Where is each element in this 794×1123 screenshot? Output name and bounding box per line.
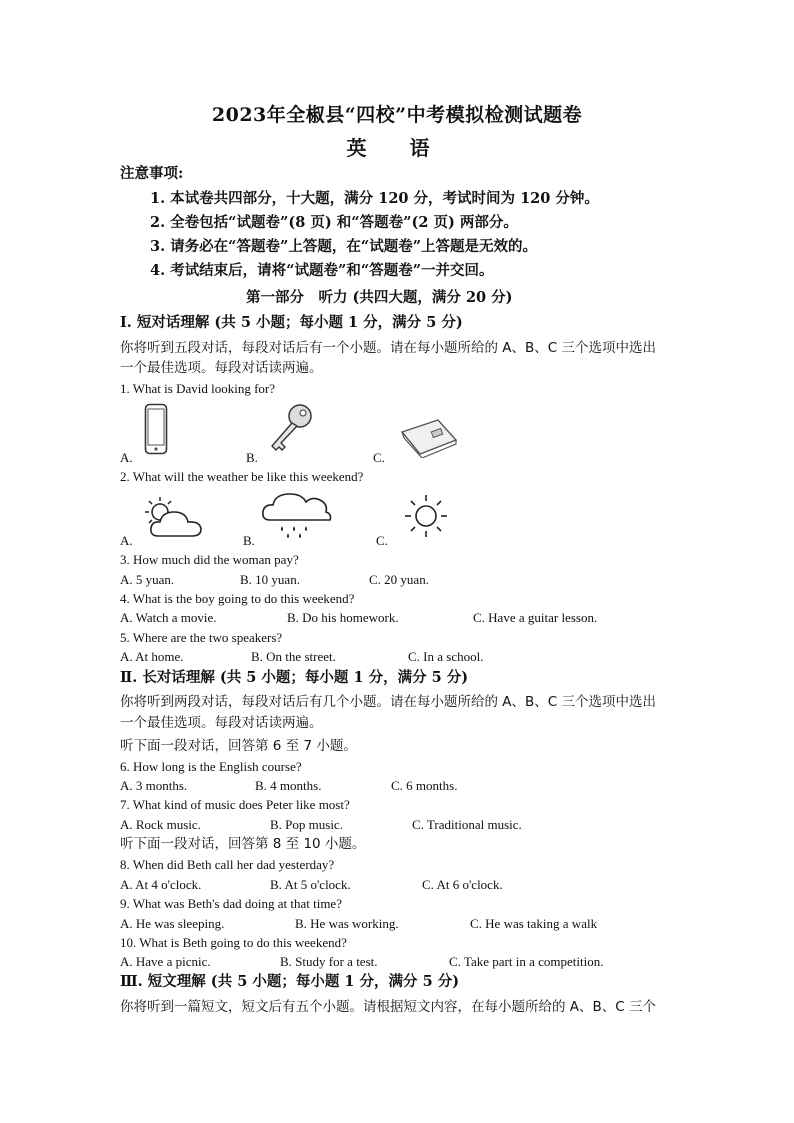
q3-option-b[interactable]: B. 10 yuan.	[240, 572, 300, 587]
wallet-icon	[398, 418, 460, 458]
q7-stem: 7. What kind of music does Peter like most?	[120, 797, 350, 812]
rain-cloud-icon	[260, 490, 334, 540]
q5-stem: 5. Where are the two speakers?	[120, 630, 283, 645]
q2-stem: 2. What will the weather be like this weekend?	[120, 469, 364, 484]
subject-title: 英 语	[346, 136, 448, 160]
section1-instruction-1: 你将听到五段对话，每段对话后有一个小题。请在每小题所给的 A、B、C 三个选项中选出	[120, 340, 657, 356]
q9-stem: 9. What was Beth's dad doing at that time?	[120, 896, 342, 911]
sun-icon	[403, 493, 449, 539]
q8-option-c[interactable]: C. At 6 o'clock.	[422, 877, 503, 892]
q3-stem: 3. How much did the woman pay?	[120, 552, 299, 567]
q9-option-b[interactable]: B. He was working.	[295, 916, 399, 931]
q10-stem: 10. What is Beth going to do this weekend?	[120, 935, 347, 950]
notice-item-1: 1. 本试卷共四部分，十大题，满分 120 分，考试时间为 120 分钟。	[150, 190, 599, 207]
section2-title: Ⅱ. 长对话理解 (共 5 小题；每小题 1 分，满分 5 分)	[120, 669, 469, 686]
q3-option-a[interactable]: A. 5 yuan.	[120, 572, 175, 587]
q8-option-a[interactable]: A. At 4 o'clock.	[120, 877, 202, 892]
notice-item-2: 2. 全卷包括“试题卷”(8 页) 和“答题卷”(2 页) 两部分。	[150, 214, 518, 231]
q4-option-a[interactable]: A. Watch a movie.	[120, 610, 217, 625]
q5-option-a[interactable]: A. At home.	[120, 649, 184, 664]
q6-option-a[interactable]: A. 3 months.	[120, 778, 188, 793]
q1-option-b[interactable]: B.	[246, 450, 258, 465]
q5-option-b[interactable]: B. On the street.	[251, 649, 336, 664]
notice-item-3: 3. 请务必在“答题卷”上答题，在“试题卷”上答题是无效的。	[150, 238, 538, 255]
section2-lead-1: 听下面一段对话，回答第 6 至 7 小题。	[120, 738, 357, 754]
q2-option-c[interactable]: C.	[376, 533, 388, 548]
q8-stem: 8. When did Beth call her dad yesterday?	[120, 857, 335, 872]
notice-item-4: 4. 考试结束后，请将“试题卷”和“答题卷”一并交回。	[150, 262, 494, 279]
q1-stem: 1. What is David looking for?	[120, 381, 276, 396]
section3-instruction-1: 你将听到一篇短文，短文后有五个小题。请根据短文内容，在每小题所给的 A、B、C 三个	[120, 999, 657, 1015]
q6-option-b[interactable]: B. 4 months.	[255, 778, 322, 793]
q7-option-c[interactable]: C. Traditional music.	[412, 817, 522, 832]
section1-instruction-2: 一个最佳选项。每段对话读两遍。	[120, 360, 323, 376]
q10-option-c[interactable]: C. Take part in a competition.	[449, 954, 604, 969]
section2-instruction-2: 一个最佳选项。每段对话读两遍。	[120, 715, 323, 731]
q6-option-c[interactable]: C. 6 months.	[391, 778, 458, 793]
notice-heading: 注意事项:	[120, 165, 184, 182]
q10-option-a[interactable]: A. Have a picnic.	[120, 954, 211, 969]
section3-title: Ⅲ. 短文理解 (共 5 小题；每小题 1 分，满分 5 分)	[120, 973, 460, 990]
section2-lead-2: 听下面一段对话，回答第 8 至 10 小题。	[120, 836, 366, 852]
q3-option-c[interactable]: C. 20 yuan.	[369, 572, 429, 587]
q4-stem: 4. What is the boy going to do this weekend?	[120, 591, 355, 606]
q6-stem: 6. How long is the English course?	[120, 759, 302, 774]
exam-title: 2023年全椒县“四校”中考模拟检测试题卷	[211, 104, 583, 126]
q5-option-c[interactable]: C. In a school.	[408, 649, 484, 664]
q10-option-b[interactable]: B. Study for a test.	[280, 954, 378, 969]
partly-sunny-icon	[142, 494, 206, 540]
key-icon	[264, 402, 320, 458]
q4-option-b[interactable]: B. Do his homework.	[287, 610, 399, 625]
q2-option-b[interactable]: B.	[243, 533, 255, 548]
q8-option-b[interactable]: B. At 5 o'clock.	[270, 877, 351, 892]
section1-title: I. 短对话理解 (共 5 小题；每小题 1 分，满分 5 分)	[120, 314, 463, 331]
q1-option-c[interactable]: C.	[373, 450, 385, 465]
q9-option-a[interactable]: A. He was sleeping.	[120, 916, 225, 931]
q2-option-a[interactable]: A.	[120, 533, 133, 548]
part1-title: 第一部分 听力 (共四大题，满分 20 分)	[246, 289, 513, 306]
phone-icon	[144, 403, 168, 455]
q7-option-a[interactable]: A. Rock music.	[120, 817, 201, 832]
q1-option-a[interactable]: A.	[120, 450, 133, 465]
q9-option-c[interactable]: C. He was taking a walk	[470, 916, 598, 931]
section2-instruction-1: 你将听到两段对话，每段对话后有几个小题。请在每小题所给的 A、B、C 三个选项中选出	[120, 694, 657, 710]
q4-option-c[interactable]: C. Have a guitar lesson.	[473, 610, 598, 625]
q7-option-b[interactable]: B. Pop music.	[270, 817, 343, 832]
